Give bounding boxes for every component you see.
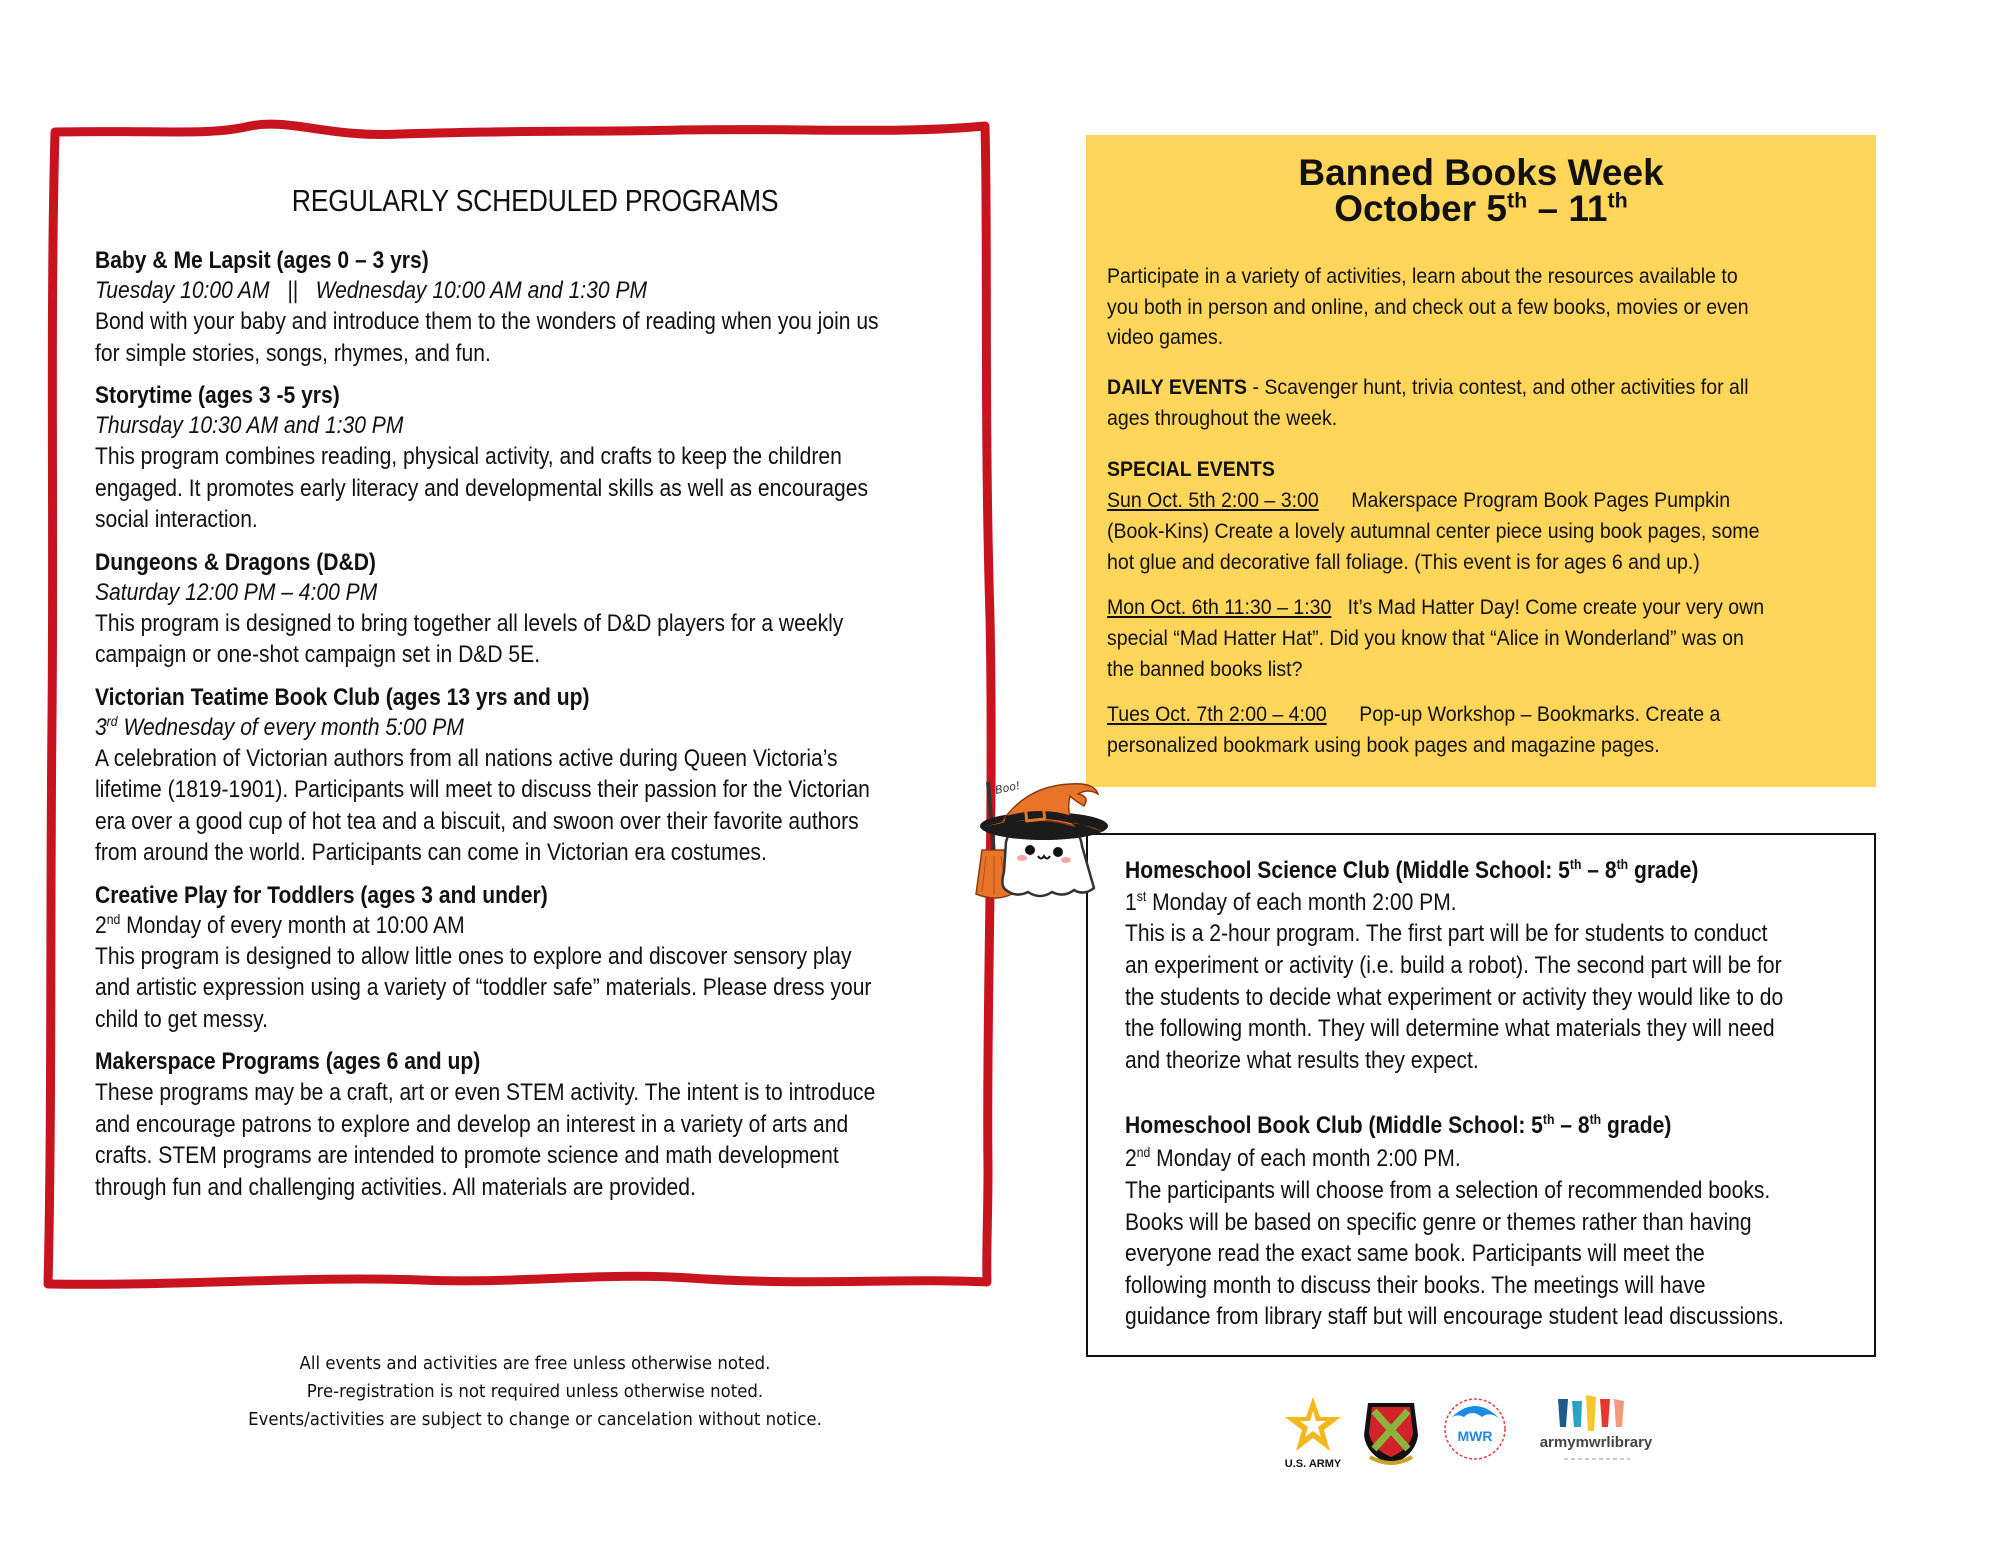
daily-events-label: DAILY EVENTS [1107, 376, 1248, 399]
title-suffix: th [1542, 1111, 1555, 1128]
program-description-line: crafts. STEM programs are intended to promote science and math development [95, 1142, 839, 1169]
program-description-line: and encourage patrons to explore and develop an interest in a variety of arts and [95, 1110, 849, 1138]
special-events-label [1107, 454, 1851, 485]
schedule-ordinal: 2 [1125, 1145, 1137, 1172]
program-description-line: through fun and challenging activities. All materials are provided. [95, 1173, 696, 1201]
dates-start: October 5 [1334, 188, 1507, 229]
program-name: Storytime (ages 3 -5 yrs) [95, 382, 340, 409]
banned-books-title: Banned Books Week [1298, 152, 1664, 193]
schedule-ordinal-suffix: nd [1136, 1144, 1151, 1161]
program-description-line: campaign or one-shot campaign set in D&D 5E. [95, 641, 541, 668]
program-baby-me-lapsit [95, 246, 975, 369]
homeschool-book-description-line: following month to discuss their books. The meetings will have [1125, 1272, 1706, 1299]
program-name: Creative Play for Toddlers (ages 3 and under) [95, 881, 548, 909]
program-description-line: These programs may be a craft, art or even STEM activity. The intent is to introduce [95, 1079, 876, 1106]
program-victorian-teatime [95, 683, 975, 869]
regular-programs-title: REGULARLY SCHEDULED PROGRAMS [291, 183, 779, 218]
program-description-line: engaged. It promotes early literacy and developmental skills as well as encourages [95, 474, 868, 502]
mwr-label: MWR [1457, 1428, 1493, 1444]
homeschool-book-description-line: Books will be based on specific genre or themes rather than having [1125, 1209, 1752, 1236]
homeschool-book-schedule [1125, 1143, 1461, 1175]
unit-crest-logo [1358, 1395, 1424, 1467]
homeschool-science-title [1125, 855, 1698, 887]
schedule-text: Monday of each month 2:00 PM. [1150, 1145, 1461, 1172]
schedule-text: Monday of every month at 10:00 AM [120, 911, 465, 939]
program-dungeons-dragons [95, 548, 975, 671]
program-description-line: and artistic expression using a variety of “toddler safe” materials. Please dress your [95, 974, 872, 1001]
title-part: grade) [1628, 857, 1699, 884]
homeschool-science-description-line: and theorize what results they expect. [1125, 1047, 1479, 1074]
special-event-text: It’s Mad Hatter Day! Come create your very own [1331, 596, 1765, 619]
program-schedule [95, 713, 852, 743]
schedule-ordinal: 1 [1125, 889, 1137, 916]
intro-line: Participate in a variety of activities, learn about the resources available to [1107, 265, 1738, 288]
army-mwr-library-label: armymwrlibrary [1539, 1434, 1653, 1451]
special-event-line: special “Mad Hatter Hat”. Did you know that “Alice in Wonderland” was on [1107, 627, 1744, 650]
dates-end-suffix: th [1607, 188, 1628, 213]
homeschool-book-description-line: guidance from library staff but will encourage student lead discussions. [1125, 1303, 1785, 1330]
program-description-line: lifetime (1819-1901). Participants will meet to discuss their passion for the Victorian [95, 776, 870, 803]
dates-start-suffix: th [1506, 188, 1528, 213]
special-event-sun [1107, 485, 1851, 516]
schedule-ordinal-suffix: rd [106, 713, 118, 730]
program-description-line: A celebration of Victorian authors from all nations active during Queen Victoria’s [95, 744, 838, 772]
program-schedule: Saturday 12:00 PM – 4:00 PM [95, 578, 378, 606]
program-creative-play [95, 881, 975, 1036]
special-event-when: Mon Oct. 6th 11:30 – 1:30 [1107, 596, 1332, 619]
banned-books-week-panel [1086, 135, 1876, 787]
us-army-label: U.S. ARMY [1284, 1458, 1342, 1470]
homeschool-panel [1086, 833, 1876, 1357]
program-description-line: child to get messy. [95, 1005, 268, 1033]
program-description-line: social interaction. [95, 506, 258, 533]
program-description-line: for simple stories, songs, rhymes, and fun. [95, 339, 491, 367]
special-event-line: (Book-Kins) Create a lovely autumnal center piece using book pages, some [1107, 520, 1760, 543]
ghost-witch-hat-icon [966, 776, 1116, 908]
homeschool-book-description-line: The participants will choose from a selection of recommended books. [1125, 1177, 1771, 1204]
title-suffix: th [1616, 856, 1629, 873]
daily-events-line [1107, 372, 1851, 403]
intro-line: you both in person and online, and check out a few books, movies or even [1107, 296, 1749, 319]
title-part: – 8 [1554, 1112, 1590, 1139]
program-name: Baby & Me Lapsit (ages 0 – 3 yrs) [95, 247, 429, 274]
program-description-line: Bond with your baby and introduce them to the wonders of reading when you join us [95, 308, 879, 335]
program-name: Dungeons & Dragons (D&D) [95, 548, 376, 576]
footer-notes [160, 1350, 910, 1434]
homeschool-book-description-line: everyone read the exact same book. Participants will meet the [1125, 1240, 1705, 1267]
homeschool-science-description-line: the following month. They will determine what materials they will need [1125, 1015, 1775, 1042]
program-description-line: This program is designed to bring together all levels of D&D players for a weekly [95, 609, 844, 637]
schedule-ordinal: 2 [95, 911, 107, 939]
program-schedule: Tuesday 10:00 AM || Wednesday 10:00 AM and 1:30 PM [95, 277, 648, 304]
special-events-heading: SPECIAL EVENTS [1107, 458, 1275, 481]
special-event-when: Sun Oct. 5th 2:00 – 3:00 [1107, 489, 1319, 512]
schedule-ordinal: 3 [95, 713, 107, 741]
special-event-line: hot glue and decorative fall foliage. (This event is for ages 6 and up.) [1107, 551, 1700, 574]
footer-note-line: All events and activities are free unless otherwise noted. [299, 1353, 771, 1374]
daily-events-text: - Scavenger hunt, trivia contest, and other activities for all [1247, 376, 1749, 399]
special-event-tues [1107, 699, 1851, 730]
us-army-star-logo [1282, 1395, 1344, 1471]
ghost-boo-text: Boo! [993, 778, 1022, 797]
mwr-globe-logo [1442, 1395, 1508, 1467]
footer-note-line: Pre-registration is not required unless otherwise noted. [306, 1381, 764, 1402]
program-description-line: This program is designed to allow little ones to explore and discover sensory play [95, 942, 852, 970]
intro-line: video games. [1107, 326, 1224, 349]
schedule-ordinal-suffix: st [1136, 888, 1147, 905]
banned-books-dates [1086, 187, 1876, 231]
homeschool-science-description-line: This is a 2-hour program. The first part will be for students to conduct [1125, 920, 1768, 947]
homeschool-science-description-line: the students to decide what experiment or activity they would like to do [1125, 984, 1784, 1011]
schedule-text: Wednesday of every month 5:00 PM [117, 713, 464, 741]
special-event-when: Tues Oct. 7th 2:00 – 4:00 [1107, 703, 1327, 726]
program-storytime [95, 381, 975, 536]
program-name: Makerspace Programs (ages 6 and up) [95, 1048, 481, 1075]
special-event-line: personalized bookmark using book pages and magazine pages. [1107, 734, 1660, 757]
program-name: Victorian Teatime Book Club (ages 13 yrs and up) [95, 683, 590, 711]
program-description-line: era over a good cup of hot tea and a biscuit, and swoon over their favorite authors [95, 807, 859, 835]
army-mwr-library-logo [1526, 1393, 1676, 1469]
program-description-line: from around the world. Participants can come in Victorian era costumes. [95, 839, 767, 866]
special-event-text: Makerspace Program Book Pages Pumpkin [1318, 489, 1731, 512]
program-schedule: Thursday 10:30 AM and 1:30 PM [95, 412, 404, 439]
schedule-ordinal-suffix: nd [106, 911, 121, 928]
title-part: Homeschool Book Club (Middle School: 5 [1125, 1112, 1543, 1139]
dates-end: – 11 [1527, 188, 1608, 229]
sponsor-logos [1282, 1393, 1682, 1473]
special-event-text: Pop-up Workshop – Bookmarks. Create a [1326, 703, 1721, 726]
homeschool-science-schedule [1125, 887, 1457, 919]
daily-events-line: ages throughout the week. [1107, 407, 1338, 430]
title-suffix: th [1569, 856, 1582, 873]
footer-note-line: Events/activities are subject to change or cancelation without notice. [248, 1409, 822, 1430]
title-suffix: th [1589, 1111, 1602, 1128]
schedule-text: Monday of each month 2:00 PM. [1146, 889, 1457, 916]
special-event-mon [1107, 592, 1851, 623]
title-part: – 8 [1581, 857, 1617, 884]
homeschool-science-description-line: an experiment or activity (i.e. build a robot). The second part will be for [1125, 952, 1782, 979]
program-description-line: This program combines reading, physical activity, and crafts to keep the children [95, 443, 842, 470]
program-makerspace [95, 1047, 975, 1203]
program-schedule [95, 911, 852, 941]
regular-programs-panel [95, 182, 975, 1215]
homeschool-book-title [1125, 1110, 1671, 1142]
special-event-line: the banned books list? [1107, 658, 1303, 681]
title-part: Homeschool Science Club (Middle School: 5 [1125, 857, 1570, 884]
title-part: grade) [1601, 1112, 1672, 1139]
